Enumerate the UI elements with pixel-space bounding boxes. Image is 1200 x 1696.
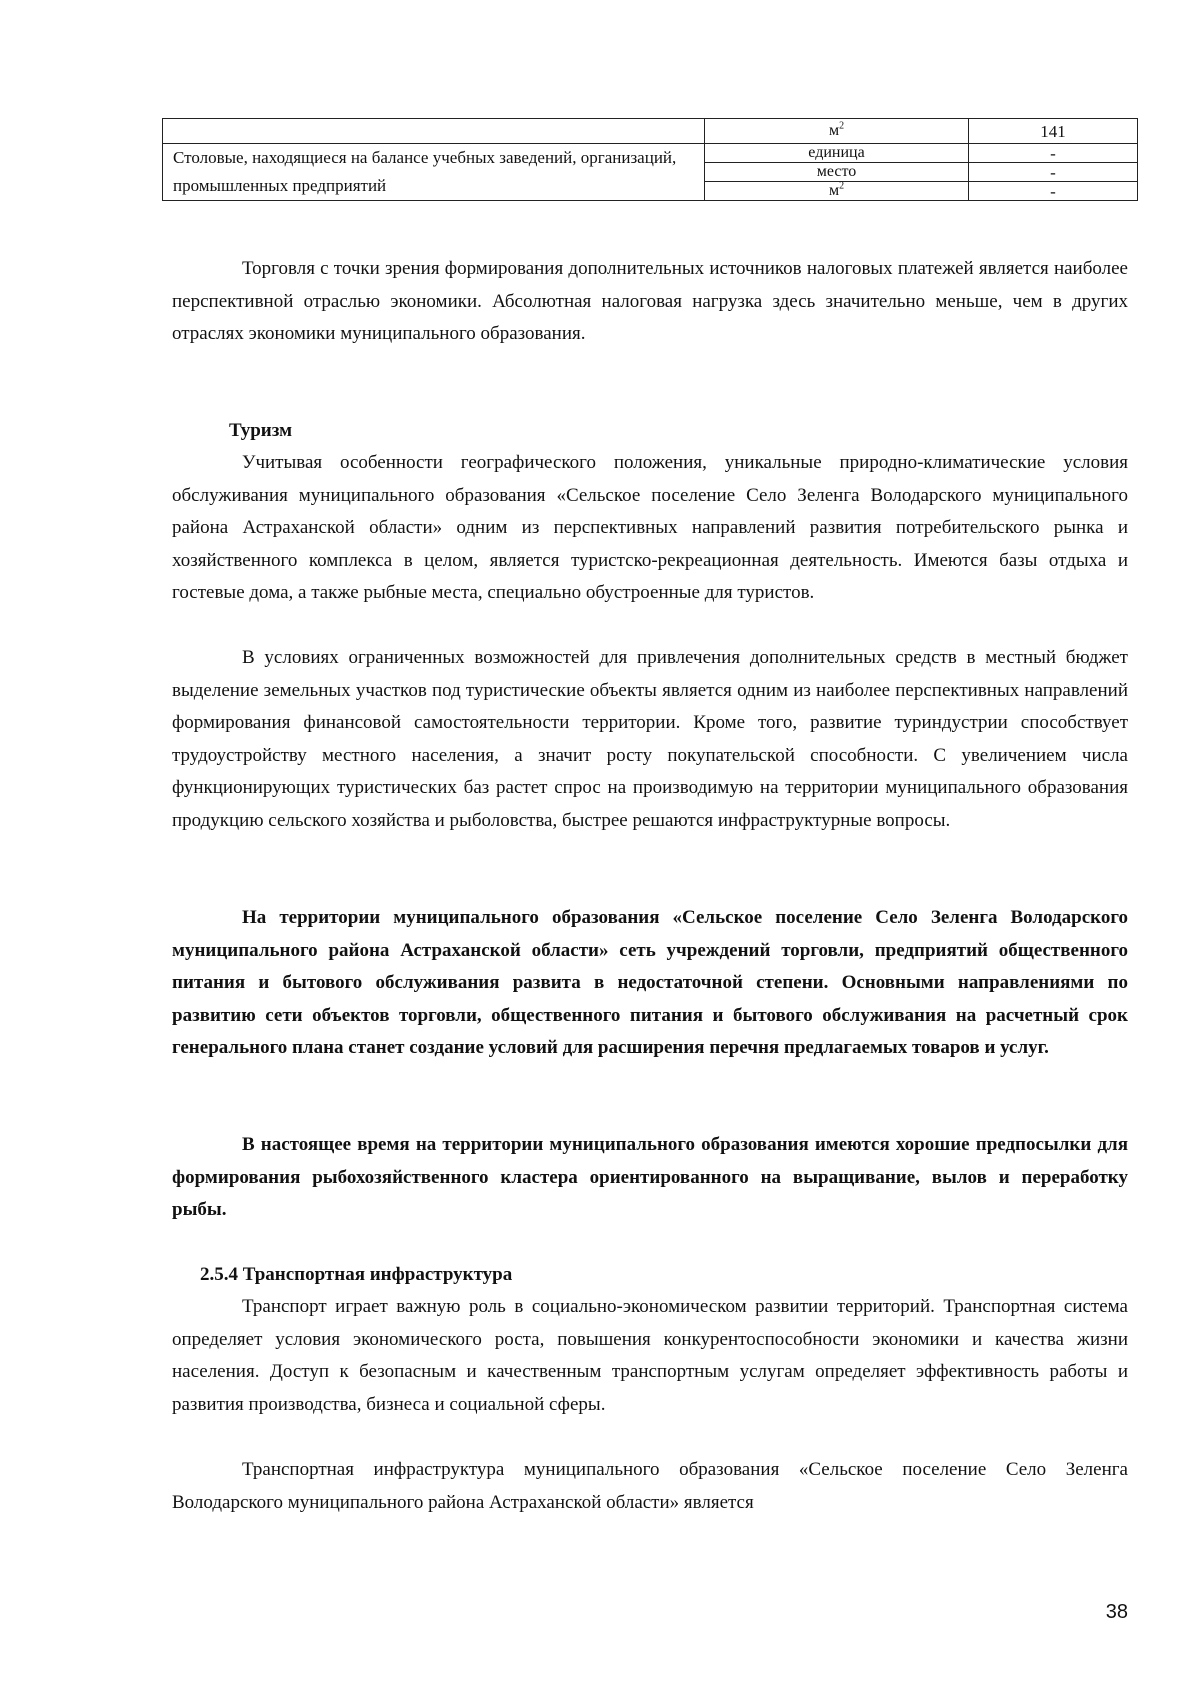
- table-cell-unit: $м^2$: [705, 119, 969, 144]
- facilities-table: [162, 118, 1138, 201]
- paragraph-bold-retail: На территории муниципального образования «Сельское поселение Село Зеленга Володарского муниципального района Астраханской области» сеть учреждений торговли, предприятий общественного питания и бытового обслуживания развита в недостаточной степени. Основными направлениями по развитию сети объектов торговли, общественного питания и бытового обслуживания на расчетный срок генерального плана станет создание условий для расширения перечня предлагаемых товаров и услуг.: [172, 907, 1128, 1058]
- table-cell-value: 141: [969, 119, 1138, 144]
- table-cell-value: -: [969, 163, 1138, 182]
- paragraph-transport-2: Транспортная инфраструктура муниципального образования «Сельское поселение Село Зеленга Володарского муниципального района Астраханской области» является: [172, 1459, 1128, 1513]
- table-cell-value: -: [969, 144, 1138, 163]
- paragraph-tourism-2: В условиях ограниченных возможностей для привлечения дополнительных средств в местный бюджет выделение земельных участков под туристические объекты является одним из наиболее перспективных направлений формирования финансовой самостоятельности территории. Кроме того, развитие туриндустрии способствует трудоустройству местного населения, а значит росту покупательской способности. С увеличением числа функционирующих туристических баз растет спрос на производимую на территории муниципального образования продукцию сельского хозяйства и рыболовства, быстрее решаются инфраструктурные вопросы.: [172, 647, 1128, 831]
- paragraph-transport-1: Транспорт играет важную роль в социально-экономическом развитии территорий. Транспортная система определяет условия экономического роста, повышения конкурентоспособности экономики и качества жизни населения. Доступ к безопасным и качественным транспортным услугам определяет эффективность работы и развития производства, бизнеса и социальной сферы.: [172, 1296, 1128, 1415]
- paragraph-tourism-1: Учитывая особенности географического положения, уникальные природно-климатические условия обслуживания муниципального образования «Сельское поселение Село Зеленга Володарского муниципального района Астраханской области» одним из перспективных направлений развития потребительского рынка и хозяйственного комплекса в целом, является туристско-рекреационная деятельность. Имеются базы отдыха и гостевые дома, а также рыбные места, специально обустроенные для туристов.: [172, 452, 1128, 603]
- table-cell-unit: единица: [705, 144, 969, 163]
- table-cell-empty: [163, 119, 705, 144]
- paragraph-trade: Торговля с точки зрения формирования дополнительных источников налоговых платежей является наиболее перспективной отраслью экономики. Абсолютная налоговая нагрузка здесь значительно меньше, чем в других отраслях экономики муниципального образования.: [172, 258, 1128, 344]
- table-cell-value: -: [969, 182, 1138, 201]
- table-cell-unit: место: [705, 163, 969, 182]
- paragraph-bold-fishery: В настоящее время на территории муниципального образования имеются хорошие предпосылки для формирования рыбохозяйственного кластера ориентированного на выращивание, вылов и переработку рыбы.: [172, 1134, 1128, 1220]
- table-row: [163, 144, 1138, 163]
- page-number: 38: [1105, 1601, 1128, 1623]
- heading-tourism: Туризм: [229, 420, 293, 441]
- table-cell-unit: $м^2$: [705, 182, 969, 201]
- table-cell-group-label: Столовые, находящиеся на балансе учебных заведений, организаций, промышленных предприятий: [163, 144, 705, 201]
- heading-transport: 2.5.4 Транспортная инфраструктура: [200, 1264, 513, 1285]
- table-row: [163, 119, 1138, 144]
